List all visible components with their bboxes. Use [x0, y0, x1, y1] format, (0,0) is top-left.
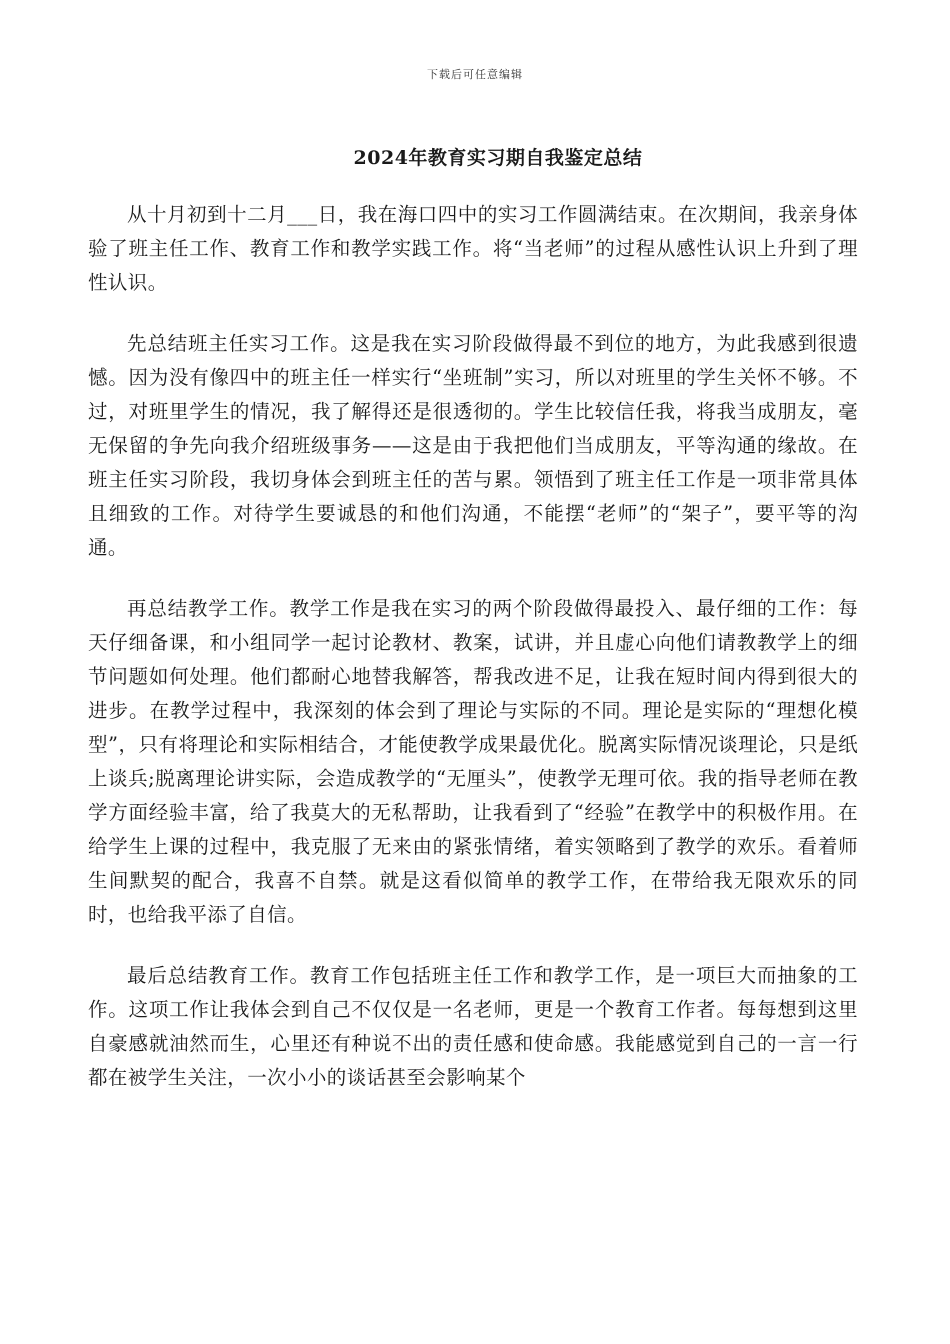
paragraph-teaching: 再总结教学工作。教学工作是我在实习的两个阶段做得最投入、最仔细的工作：每天仔细备课，和小组同学一起讨论教材、教案，试讲，并且虚心向他们请教教学上的细节问题如何处理。他们都耐心地替我解答，帮我改进不足，让我在短时间内得到很大的进步。在教学过程中，我深刻的体会到了理论与实际的不同。理论是实际的“理想化模型”，只有将理论和实际相结合，才能使教学成果最优化。脱离实际情况谈理论，只是纸上谈兵;脱离理论讲实际，会造成教学的“无厘头”，使教学无理可依。我的指导老师在教学方面经验丰富，给了我莫大的无私帮助，让我看到了“经验”在教学中的积极作用。在给学生上课的过程中，我克服了无来由的紧张情绪，着实领略到了教学的欢乐。看着师生间默契的配合，我喜不自禁。就是这看似简单的教学工作，在带给我无限欢乐的同时，也给我平添了自信。	[88, 597, 858, 926]
paragraph-intro: 从十月初到十二月___日，我在海口四中的实习工作圆满结束。在次期间，我亲身体验了班主任工作、教育工作和教学实践工作。将“当老师”的过程从感性认识上升到了理性认识。	[88, 203, 858, 294]
paragraph-class-teacher: 先总结班主任实习工作。这是我在实习阶段做得最不到位的地方，为此我感到很遗憾。因为没有像四中的班主任一样实行“坐班制”实习，所以对班里的学生关怀不够。不过，对班里学生的情况，我了解得还是很透彻的。学生比较信任我，将我当成朋友，毫无保留的争先向我介绍班级事务——这是由于我把他们当成朋友，平等沟通的缘故。在班主任实习阶段，我切身体会到班主任的苦与累。领悟到了班主任工作是一项非常具体且细致的工作。对待学生要诚恳的和他们沟通，不能摆“老师”的“架子”，要平等的沟通。	[88, 332, 858, 559]
header-note: 下载后可任意编辑	[427, 68, 523, 81]
document-body	[88, 198, 858, 1122]
document-title: 2024年教育实习期自我鉴定总结	[353, 147, 643, 169]
paragraph-education: 最后总结教育工作。教育工作包括班主任工作和教学工作，是一项巨大而抽象的工作。这项工作让我体会到自己不仅仅是一名老师，更是一个教育工作者。每每想到这里自豪感就油然而生，心里还有种说不出的责任感和使命感。我能感觉到自己的一言一行都在被学生关注，一次小小的谈话甚至会影响某个	[88, 964, 858, 1089]
